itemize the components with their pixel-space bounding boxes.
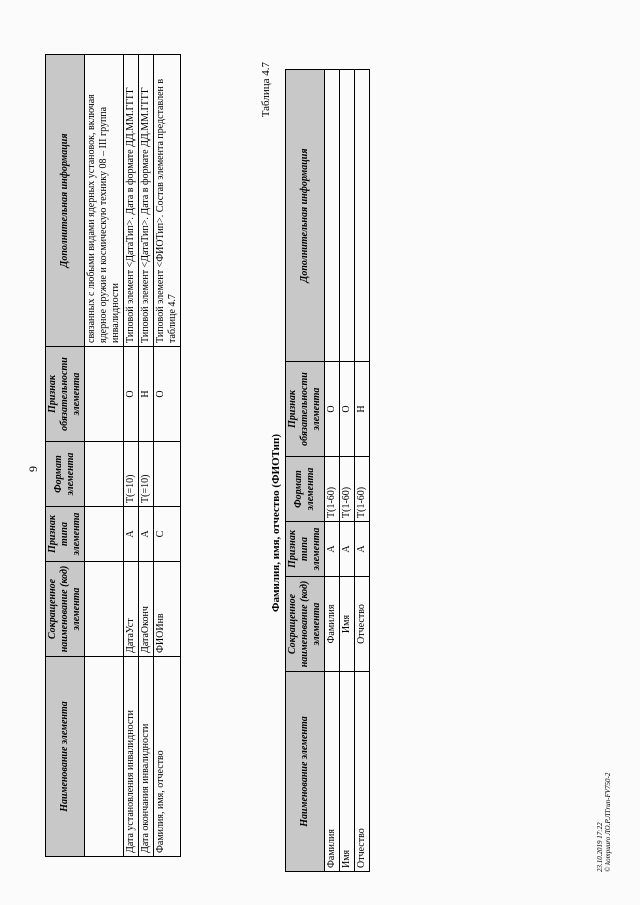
cell: А <box>325 522 340 577</box>
col-header: Признак типа элемента <box>46 507 85 562</box>
cell: Имя <box>340 672 355 872</box>
cell <box>325 70 340 362</box>
table-header-row <box>286 70 325 872</box>
cell: связанных с любыми видами ядерных установок, включая ядерное оружие и космическую технику 08 – III группа инвалидности <box>85 55 124 347</box>
page-number: 9 <box>26 466 40 472</box>
col-header: Признак типа элемента <box>286 522 325 577</box>
cell: А <box>355 522 370 577</box>
cell: T(1-60) <box>355 457 370 522</box>
footer-date: 23.10.2019 17:22 <box>596 822 604 872</box>
cell <box>154 442 181 507</box>
cell: ФИОИнв <box>154 562 181 657</box>
col-header: Признак обязательности элемента <box>286 362 325 457</box>
footer-stamp <box>596 773 612 872</box>
cell: О <box>325 362 340 457</box>
col-header: Сокращенное наименование (код) элемента <box>286 577 325 672</box>
cell: Фамилия, имя, отчество <box>154 657 181 857</box>
cell: О <box>340 362 355 457</box>
cell: Дата окончания инвалидности <box>139 657 154 857</box>
cell: С <box>154 507 181 562</box>
cell: ДатаОконч <box>139 562 154 657</box>
cell: Типовой элемент <ДатаТип>. Дата в формате ДД.ММ.ГГГГ <box>139 55 154 347</box>
cell: T(=10) <box>124 442 139 507</box>
table-row <box>325 70 340 872</box>
cell: А <box>139 507 154 562</box>
cell: А <box>340 522 355 577</box>
col-header: Формат элемента <box>286 457 325 522</box>
cell <box>85 507 124 562</box>
table-disability <box>45 54 181 857</box>
cell: ДатаУст <box>124 562 139 657</box>
col-header: Формат элемента <box>46 442 85 507</box>
cell: А <box>124 507 139 562</box>
rotated-content <box>20 22 620 882</box>
col-header: Дополнительная информация <box>286 70 325 362</box>
cell <box>85 562 124 657</box>
cell: T(=10) <box>139 442 154 507</box>
table-row <box>85 55 124 857</box>
cell: Типовой элемент <ФИОТип>. Состав элемента представлен в таблице 4.7 <box>154 55 181 347</box>
table-row <box>139 55 154 857</box>
table-row <box>124 55 139 857</box>
cell: Н <box>139 347 154 442</box>
cell: О <box>124 347 139 442</box>
col-header: Дополнительная информация <box>46 55 85 347</box>
table-row <box>340 70 355 872</box>
cell: Типовой элемент <ДатаТип>. Дата в формате ДД.ММ.ГГГГ <box>124 55 139 347</box>
table-row <box>355 70 370 872</box>
cell <box>355 70 370 362</box>
col-header: Наименование элемента <box>46 657 85 857</box>
cell: Имя <box>340 577 355 672</box>
cell: Отчество <box>355 672 370 872</box>
cell: Отчество <box>355 577 370 672</box>
cell: О <box>154 347 181 442</box>
cell: T(1-60) <box>325 457 340 522</box>
table-caption: Таблица 4.7 <box>260 62 272 118</box>
cell <box>85 347 124 442</box>
col-header: Сокращенное наименование (код) элемента <box>46 562 85 657</box>
cell: Дата установления инвалидности <box>124 657 139 857</box>
cell <box>85 657 124 857</box>
cell: Н <box>355 362 370 457</box>
col-header: Наименование элемента <box>286 672 325 872</box>
footer-source: © kompuuro ЛО.Р.ЛТrun-FV750-2 <box>604 772 612 872</box>
cell <box>85 442 124 507</box>
table-title: Фамилия, имя, отчество (ФИОТип) <box>270 433 282 612</box>
cell: Фамилия <box>325 577 340 672</box>
table-fio <box>285 69 370 872</box>
table-row <box>154 55 181 857</box>
col-header: Признак обязательности элемента <box>46 347 85 442</box>
cell: T(1-60) <box>340 457 355 522</box>
table-header-row <box>46 55 85 857</box>
cell <box>340 70 355 362</box>
cell: Фамилия <box>325 672 340 872</box>
